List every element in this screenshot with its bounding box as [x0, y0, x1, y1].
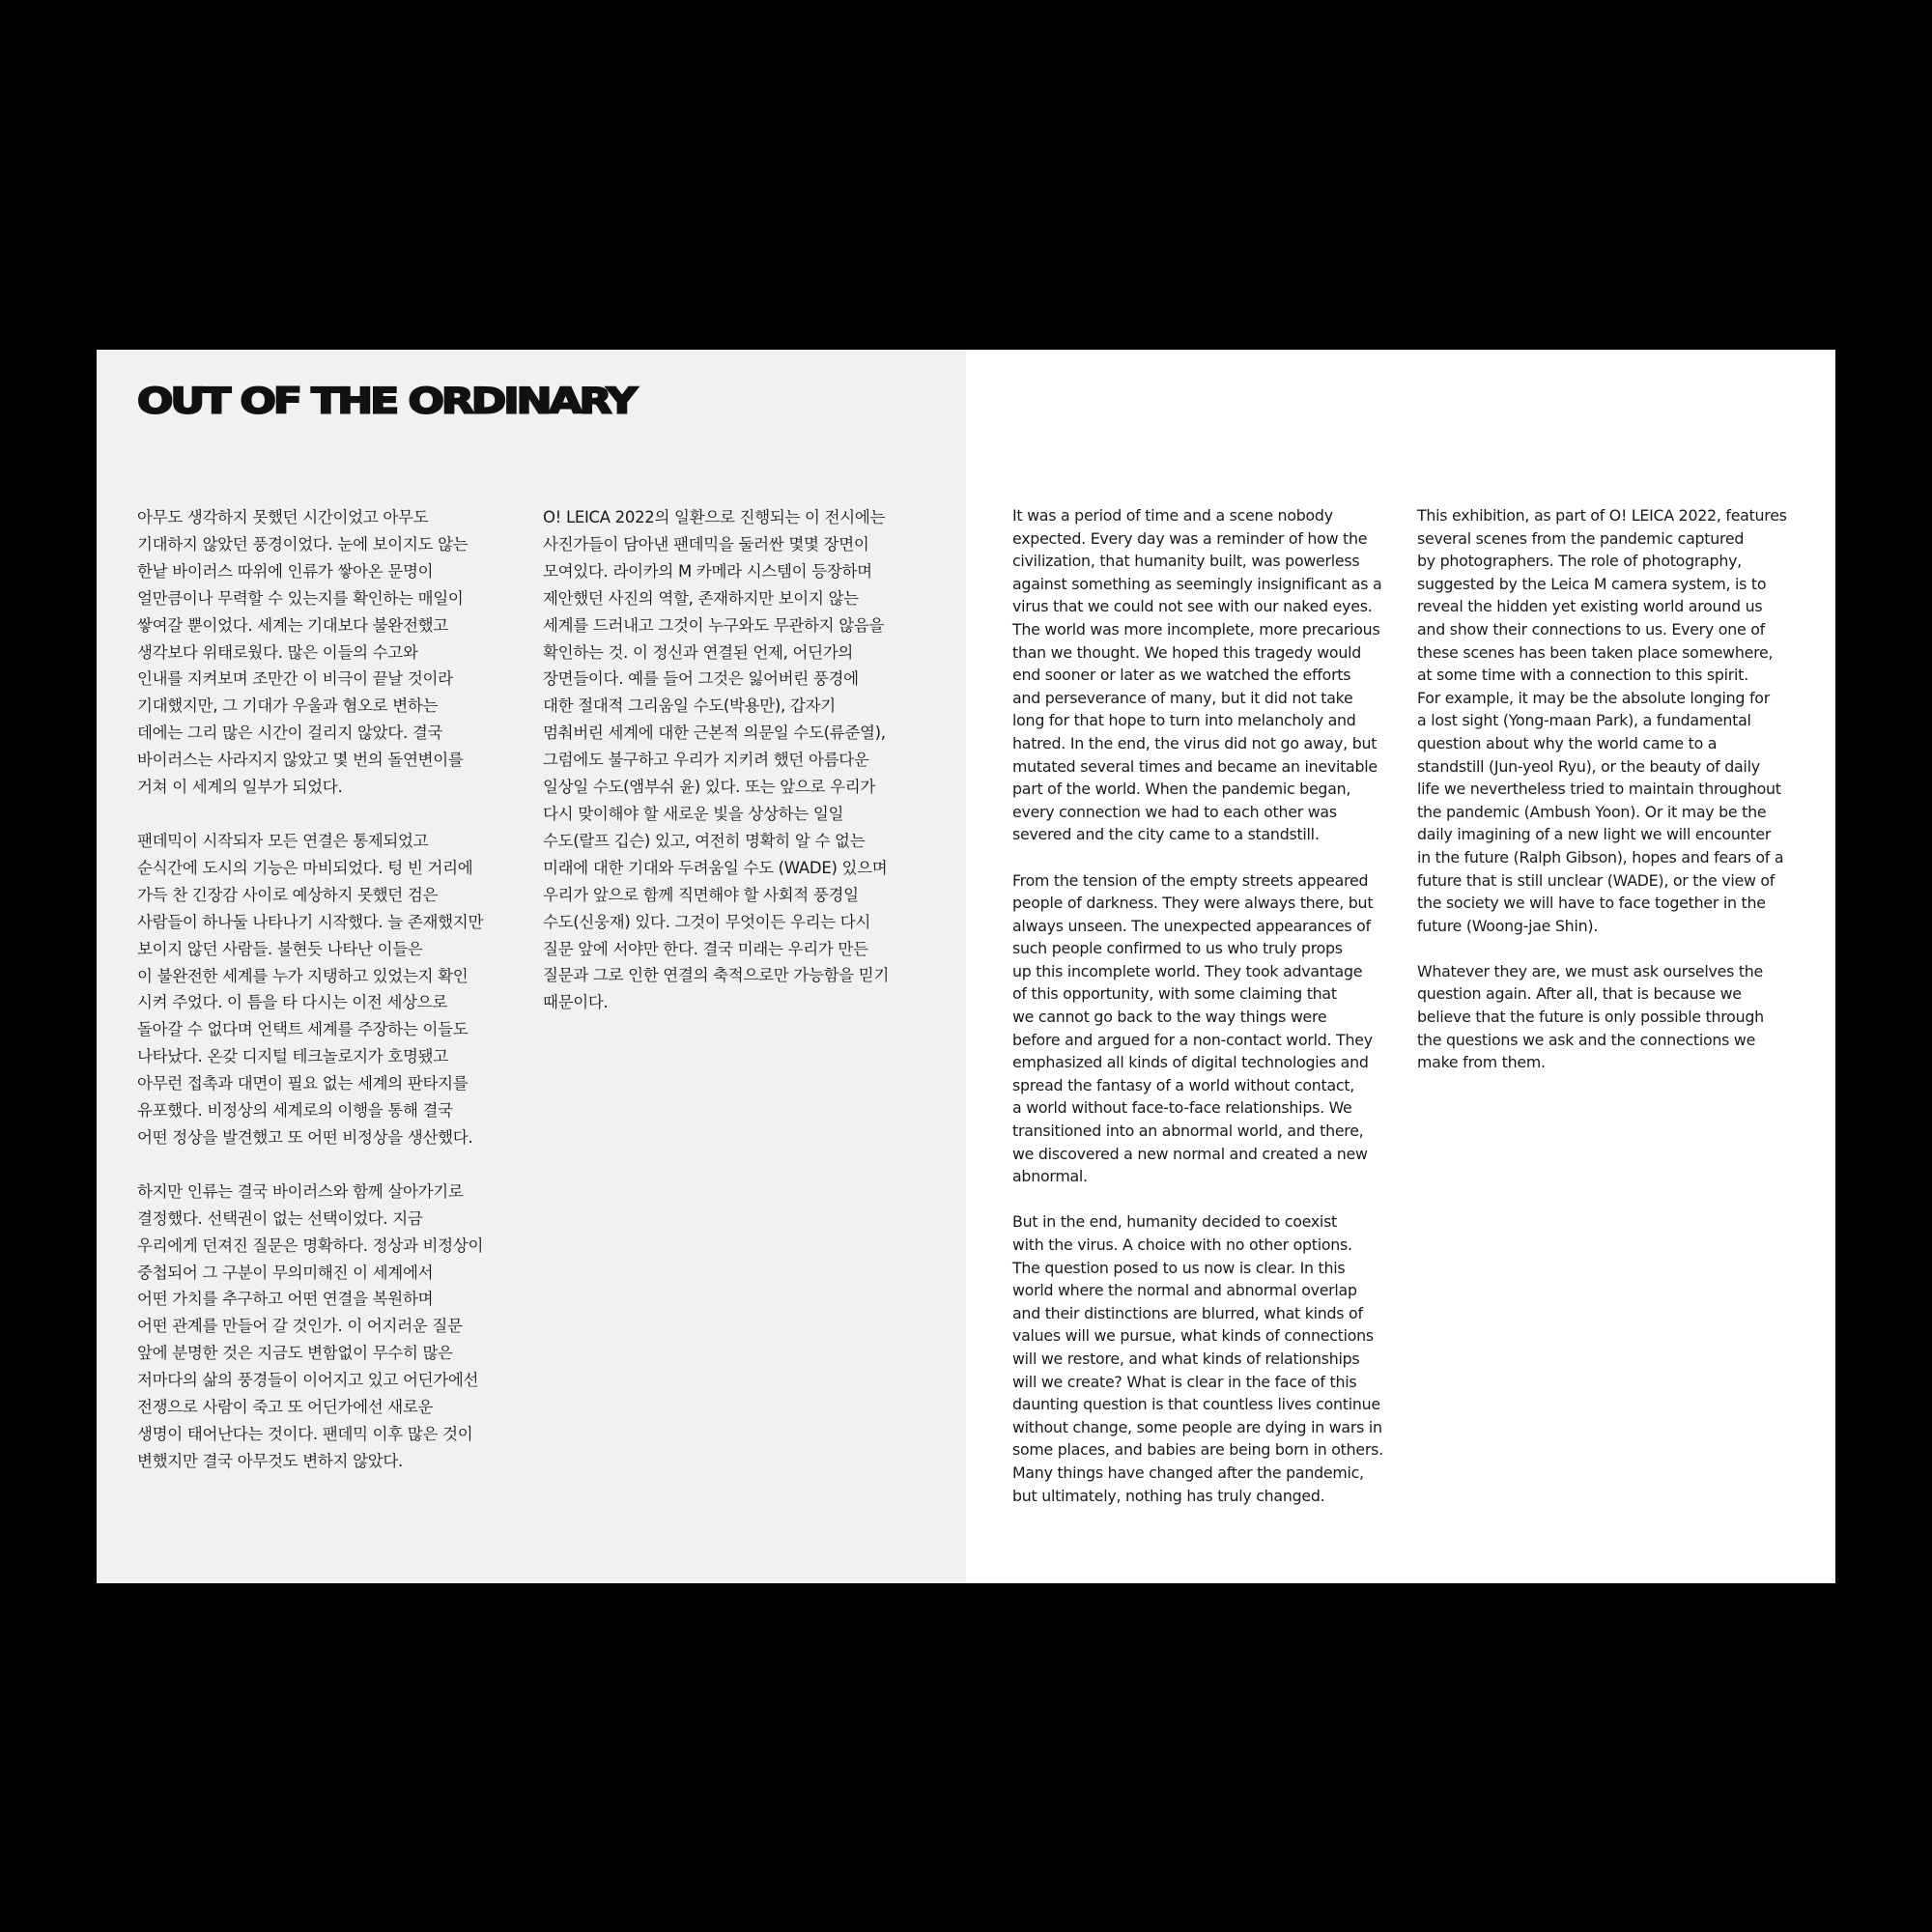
right-page: [966, 350, 1835, 1583]
korean-column-1: [137, 504, 524, 1502]
english-paragraph: This exhibition, as part of O! LEICA 2022, features several scenes from the pandemic captured by photographers. The role of photography, suggested by the Leica M camera system, is to reveal the hidden yet existing world around us and show their connections to us. Every one of these scenes has been taken place somewhere, at some time with a connection to this spirit. For example, it may be the absolute longing for a lost sight (Yong-maan Park), a fundamental question about why the world came to a standstill (Jun-yeol Ryu), or the beauty of daily life we nevertheless tried to maintain throughout the pandemic (Ambush Yoon). Or it may be the daily imagining of a new light we will encounter in the future (Ralph Gibson), hopes and fears of a future that is still unclear (WADE), or the view of the society we will have to face together in the future (Woong-jae Shin).: [1417, 506, 1787, 935]
english-column-2: [1417, 504, 1813, 1096]
book-spread: [97, 350, 1835, 1583]
korean-column-2: [543, 504, 929, 1043]
english-column-1: [1012, 504, 1397, 1530]
english-paragraph: Whatever they are, we must ask ourselves the question again. After all, that is because we believe that the future is only possible through the questions we ask and the connections we make from them.: [1417, 961, 1764, 1072]
korean-paragraph: 아무도 생각하지 못했던 시간이었고 아무도 기대하지 않았던 풍경이었다. 눈에 보이지도 않는 한낱 바이러스 따위에 인류가 쌓아온 문명이 얼만큼이나 무력할 수 있는지를 확인하는 매일이 쌓여갈 뿐이었다. 세계는 기대보다 불완전했고 생각보다 위태로웠다. 많은 이들의 수고와 인내를 지켜보며 조만간 이 비극이 끝날 것이라 기대했지만, 그 기대가 우울과 혐오로 변하는 데에는 그리 많은 시간이 걸리지 않았다. 결국 바이러스는 사라지지 않았고 몇 번의 돌연변이를 거쳐 이 세계의 일부가 되었다.: [137, 508, 469, 797]
english-paragraph: It was a period of time and a scene nobody expected. Every day was a reminder of how the civilization, that humanity built, was powerless against something as seemingly insignificant as a virus that we could not see with our naked eyes. The world was more incomplete, more precarious than we thought. We hoped this tragedy would end sooner or later as we watched the efforts and perseverance of many, but it did not take long for that hope to turn into melancholy and hatred. In the end, the virus did not go away, but mutated several times and became an inevitable part of the world. When the pandemic began, every connection we had to each other was severed and the city came to a standstill.: [1012, 506, 1382, 844]
korean-paragraph: 팬데믹이 시작되자 모든 연결은 통제되었고 순식간에 도시의 기능은 마비되었다. 텅 빈 거리에 가득 찬 긴장감 사이로 예상하지 못했던 검은 사람들이 하나둘 나타나기 시작했다. 늘 존재했지만 보이지 않던 사람들. 불현듯 나타난 이들은 이 불완전한 세계를 누가 지탱하고 있었는지 확인 시켜 주었다. 이 틈을 타 다시는 이전 세상으로 돌아갈 수 없다며 언택트 세계를 주장하는 이들도 나타났다. 온갖 디지털 테크놀로지가 호명됐고 아무런 접촉과 대면이 필요 없는 세계의 판타지를 유포했다. 비정상의 세계로의 이행을 통해 결국 어떤 정상을 발견했고 또 어떤 비정상을 생산했다.: [137, 831, 484, 1147]
english-paragraph: From the tension of the empty streets appeared people of darkness. They were always there, but always unseen. The unexpected appearances of such people confirmed to us who truly props up this incomplete world. They took advantage of this opportunity, with some claiming that we cannot go back to the way things were before and argued for a non-contact world. They emphasized all kinds of digital technologies and spread the fantasy of a world without contact, a world without face-to-face relationships. We transitioned into an abnormal world, and there, we discovered a new normal and created a new abnormal.: [1012, 870, 1374, 1186]
english-paragraph: But in the end, humanity decided to coexist with the virus. A choice with no other options. The question posed to us now is clear. In this world where the normal and abnormal overlap and their distinctions are blurred, what kinds of values will we pursue, what kinds of connections will we restore, and what kinds of relationships will we create? What is clear in the face of this daunting question is that countless lives continue without change, some people are dying in wars in some places, and babies are being born in others. Many things have changed after the pandemic, but ultimately, nothing has truly changed.: [1012, 1212, 1383, 1505]
page-title: OUT OF THE ORDINARY: [137, 381, 635, 422]
korean-paragraph: 하지만 인류는 결국 바이러스와 함께 살아가기로 결정했다. 선택권이 없는 선택이었다. 지금 우리에게 던져진 질문은 명확하다. 정상과 비정상이 중첩되어 그 구분이 무의미해진 이 세계에서 어떤 가치를 추구하고 어떤 연결을 복원하며 어떤 관계를 만들어 갈 것인가. 이 어지러운 질문 앞에 분명한 것은 지금도 변함없이 무수히 많은 저마다의 삶의 풍경들이 이어지고 있고 어딘가에선 전쟁으로 사람이 죽고 또 어딘가에선 새로운 생명이 태어난다는 것이다. 팬데믹 이후 많은 것이 변했지만 결국 아무것도 변하지 않았다.: [137, 1181, 484, 1470]
left-page: [97, 350, 966, 1583]
korean-paragraph: O! LEICA 2022의 일환으로 진행되는 이 전시에는 사진가들이 담아낸 팬데믹을 둘러싼 몇몇 장면이 모여있다. 라이카의 M 카메라 시스템이 등장하며 제안했던 사진의 역할, 존재하지만 보이지 않는 세계를 드러내고 그것이 누구와도 무관하지 않음을 확인하는 것. 이 정신과 연결된 언제, 어딘가의 장면들이다. 예를 들어 그것은 잃어버린 풍경에 대한 절대적 그리움일 수도(박용만), 갑자기 멈춰버린 세계에 대한 근본적 의문일 수도(류준열), 그럼에도 불구하고 우리가 지키려 했던 아름다운 일상일 수도(앰부쉬 윤) 있다. 또는 앞으로 우리가 다시 맞이해야 할 새로운 빛을 상상하는 일일 수도(랄프 깁슨) 있고, 여전히 명확히 알 수 없는 미래에 대한 기대와 두려움일 수도 (WADE) 있으며 우리가 앞으로 함께 직면해야 할 사회적 풍경일 수도(신웅재) 있다. 그것이 무엇이든 우리는 다시 질문 앞에 서야만 한다. 결국 미래는 우리가 만든 질문과 그로 인한 연결의 축적으로만 가능함을 믿기 때문이다.: [543, 508, 890, 1012]
